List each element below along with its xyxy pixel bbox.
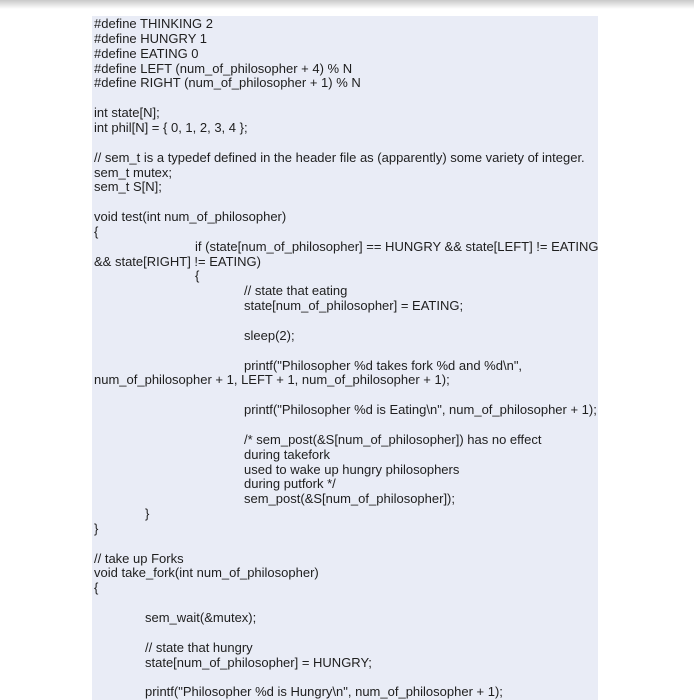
- code-line: num_of_philosopher + 1, LEFT + 1, num_of_philosopher + 1);: [94, 372, 450, 388]
- code-block: [92, 16, 598, 700]
- code-line: {: [94, 580, 99, 596]
- top-shadow: [0, 0, 694, 9]
- code-line: /* sem_post(&S[num_of_philosopher]) has no effect: [244, 431, 542, 447]
- code-line: sem_wait(&mutex);: [145, 610, 257, 625]
- code-line: used to wake up hungry philosophers: [244, 461, 460, 477]
- code-line: #define LEFT (num_of_philosopher + 4) % N: [94, 60, 353, 76]
- code-line: state[num_of_philosopher] = HUNGRY;: [145, 654, 372, 670]
- code-line: sem_post(&S[num_of_philosopher]);: [244, 491, 456, 507]
- code-line: #define THINKING 2: [94, 16, 213, 31]
- code-line: // take up Forks: [94, 550, 184, 566]
- code-line: during putfork */: [244, 476, 336, 492]
- code-line: during takefork: [244, 446, 330, 462]
- code-line: {: [94, 223, 99, 239]
- code-line: if (state[num_of_philosopher] == HUNGRY && state[LEFT] != EATING: [195, 238, 599, 254]
- code-line: void take_fork(int num_of_philosopher): [94, 565, 319, 581]
- code-line: #define EATING 0: [94, 45, 199, 61]
- code-line: sem_t mutex;: [94, 164, 173, 180]
- code-line: printf("Philosopher %d takes fork %d and %d\n",: [244, 357, 523, 373]
- code-line: // sem_t is a typedef defined in the header file as (apparently) some variety of integer.: [94, 149, 585, 165]
- code-line: // state that hungry: [145, 639, 253, 655]
- code-line: sem_t S[N];: [94, 179, 162, 195]
- code-line: int phil[N] = { 0, 1, 2, 3, 4 };: [94, 119, 248, 135]
- code-line: #define RIGHT (num_of_philosopher + 1) % N: [94, 75, 361, 91]
- code-line: // state that eating: [244, 283, 348, 299]
- code-line: }: [145, 506, 150, 522]
- code-line: printf("Philosopher %d is Hungry\n", num_of_philosopher + 1);: [145, 684, 503, 700]
- code-line: printf("Philosopher %d is Eating\n", num_of_philosopher + 1);: [244, 402, 597, 418]
- code-line: int state[N];: [94, 105, 160, 121]
- code-line: {: [195, 268, 200, 284]
- code-line: }: [94, 520, 99, 536]
- code-line: state[num_of_philosopher] = EATING;: [244, 298, 464, 314]
- code-line: void test(int num_of_philosopher): [94, 209, 287, 225]
- code-line: sleep(2);: [244, 327, 295, 343]
- code-line: && state[RIGHT] != EATING): [94, 253, 261, 269]
- code-line: #define HUNGRY 1: [94, 30, 207, 46]
